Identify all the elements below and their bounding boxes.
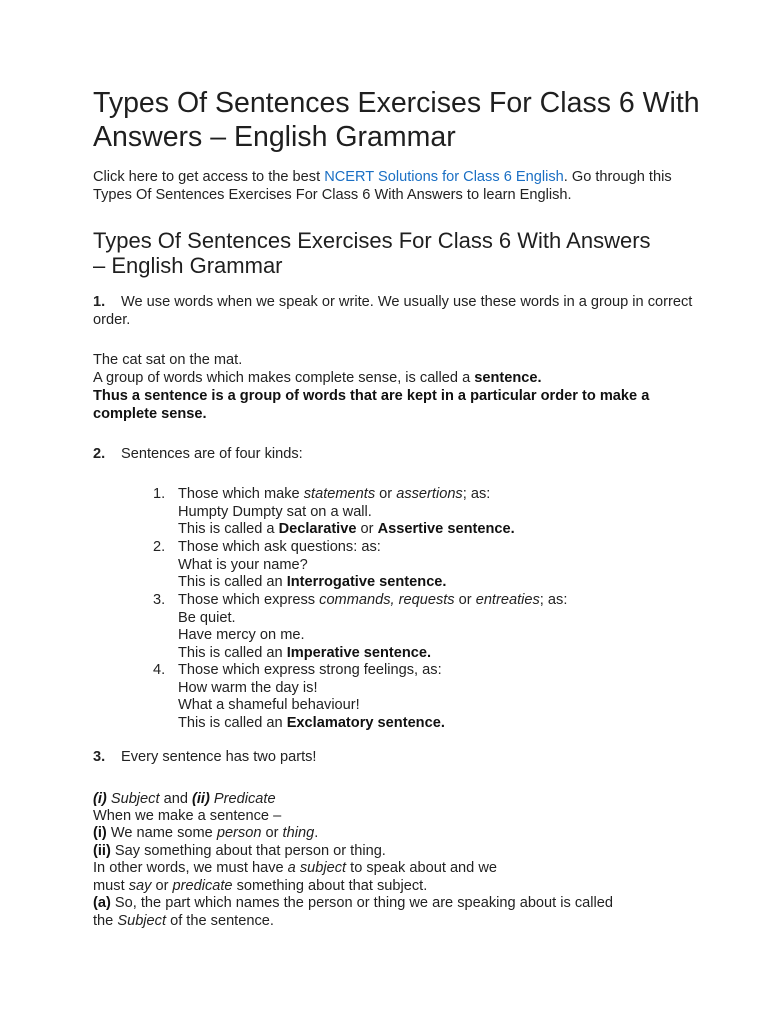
line-text: to speak about and we: [346, 860, 498, 876]
list-item-imperative: [153, 592, 673, 662]
list-called: [153, 574, 673, 592]
example-sentence: The cat sat on the mat.: [93, 352, 243, 368]
item-lead: Those which make: [178, 486, 304, 502]
line-text: So, the part which names the person or thing we are speaking about is called: [110, 895, 614, 911]
list-called: [153, 715, 673, 733]
item-em: commands, requests: [319, 592, 455, 608]
line-a: [93, 894, 693, 912]
point-2: [93, 445, 693, 463]
line-text: Say something about that person or thing.: [110, 843, 386, 859]
item-em: entreaties: [475, 592, 540, 608]
called-or: or: [356, 521, 378, 537]
intro-prefix: Click here to get access to the best: [93, 169, 325, 185]
list-example: What a shameful behaviour!: [178, 697, 360, 713]
part-predicate: Predicate: [213, 791, 276, 807]
list-item-declarative: [153, 486, 673, 539]
list-called: [153, 645, 673, 663]
point-1: [93, 293, 693, 329]
list-called: [153, 521, 673, 539]
section-heading: Types Of Sentences Exercises For Class 6 With Answers – English Grammar: [93, 228, 651, 278]
line-text: We name some: [106, 825, 217, 841]
line-label: (i): [93, 825, 107, 841]
called-term: Exclamatory sentence.: [286, 714, 445, 731]
called-prefix: This is called a: [178, 521, 279, 537]
list-number: 1.: [153, 486, 166, 502]
sentence-conclusion: Thus a sentence is a group of words that are kept in a particular order to make a complete sense.: [93, 388, 650, 422]
definition-text: A group of words which makes complete sense, is called a: [93, 370, 475, 386]
item-mid: or: [454, 592, 476, 608]
sentence-definition: [93, 369, 693, 387]
line-em: a subject: [287, 860, 347, 876]
line-i: [93, 824, 693, 842]
definition-term: sentence.: [474, 370, 542, 386]
line-label: (ii): [93, 843, 111, 859]
line-text: of the sentence.: [166, 913, 274, 929]
line-mid: or: [261, 825, 283, 841]
other-words-line-1: [93, 859, 693, 877]
list-number: 3.: [153, 592, 166, 608]
line-em: Subject: [117, 913, 167, 929]
item-tail: ; as:: [539, 592, 568, 608]
list-number: 4.: [153, 662, 166, 678]
line-a-continued: [93, 912, 693, 930]
other-words-line-2: [93, 877, 693, 895]
list-example: What is your name?: [178, 556, 308, 573]
line-em: person: [216, 825, 262, 841]
called-prefix: This is called an: [178, 714, 287, 731]
item-lead: Those which ask questions: as:: [178, 539, 381, 555]
point-2-text: Sentences are of four kinds:: [121, 446, 303, 462]
point-1-text: We use words when we speak or write. We usually use these words in a group in correct order.: [93, 294, 693, 328]
line-text: the: [93, 913, 118, 929]
item-lead: Those which express: [178, 592, 320, 608]
part-label: (ii): [192, 791, 210, 807]
called-prefix: This is called an: [178, 574, 287, 590]
line-text: In other words, we must have: [93, 860, 288, 876]
point-3-number: 3.: [93, 749, 106, 765]
point-1-number: 1.: [93, 294, 106, 310]
line-label: (a): [93, 895, 111, 911]
item-em: assertions: [396, 486, 463, 502]
called-term: Declarative: [278, 521, 357, 537]
ncert-solutions-link[interactable]: NCERT Solutions for Class 6 English: [324, 169, 564, 185]
part-subject: Subject: [110, 791, 160, 807]
called-term: Imperative sentence.: [286, 644, 432, 661]
list-item-interrogative: [153, 539, 673, 592]
list-example: How warm the day is!: [178, 679, 318, 696]
line-em: say: [128, 878, 152, 894]
part-and: and: [159, 791, 192, 807]
part-label: (i): [93, 791, 107, 807]
line-mid: or: [151, 878, 173, 894]
item-mid: or: [375, 486, 397, 502]
sentence-parts: [93, 790, 693, 808]
line-text: something about that subject.: [232, 878, 428, 894]
item-lead: Those which express strong feelings, as:: [178, 662, 442, 678]
line-end: .: [314, 825, 319, 841]
called-term: Interrogative sentence.: [286, 574, 447, 590]
called-term: Assertive sentence.: [377, 521, 515, 537]
point-2-number: 2.: [93, 446, 106, 462]
point-3-text: Every sentence has two parts!: [121, 749, 317, 765]
list-number: 2.: [153, 539, 166, 555]
item-em: statements: [303, 486, 376, 502]
item-tail: ; as:: [462, 486, 491, 502]
intro-suffix: . Go through this Types Of Sentences Exercises For Class 6 With Answers to learn English.: [93, 169, 672, 203]
make-sentence-line: When we make a sentence –: [93, 808, 282, 824]
called-prefix: This is called an: [178, 644, 287, 661]
point-3: [93, 748, 693, 766]
line-em: thing: [282, 825, 315, 841]
line-ii: [93, 842, 693, 860]
intro-paragraph: [93, 168, 693, 204]
line-em: predicate: [172, 878, 233, 894]
list-item-exclamatory: [153, 662, 673, 732]
page-title: Types Of Sentences Exercises For Class 6 With Answers – English Grammar: [93, 87, 700, 153]
line-text: must: [93, 878, 129, 894]
list-example: Humpty Dumpty sat on a wall.: [178, 503, 372, 520]
list-example: Be quiet.: [178, 609, 236, 626]
list-example: Have mercy on me.: [178, 627, 305, 643]
